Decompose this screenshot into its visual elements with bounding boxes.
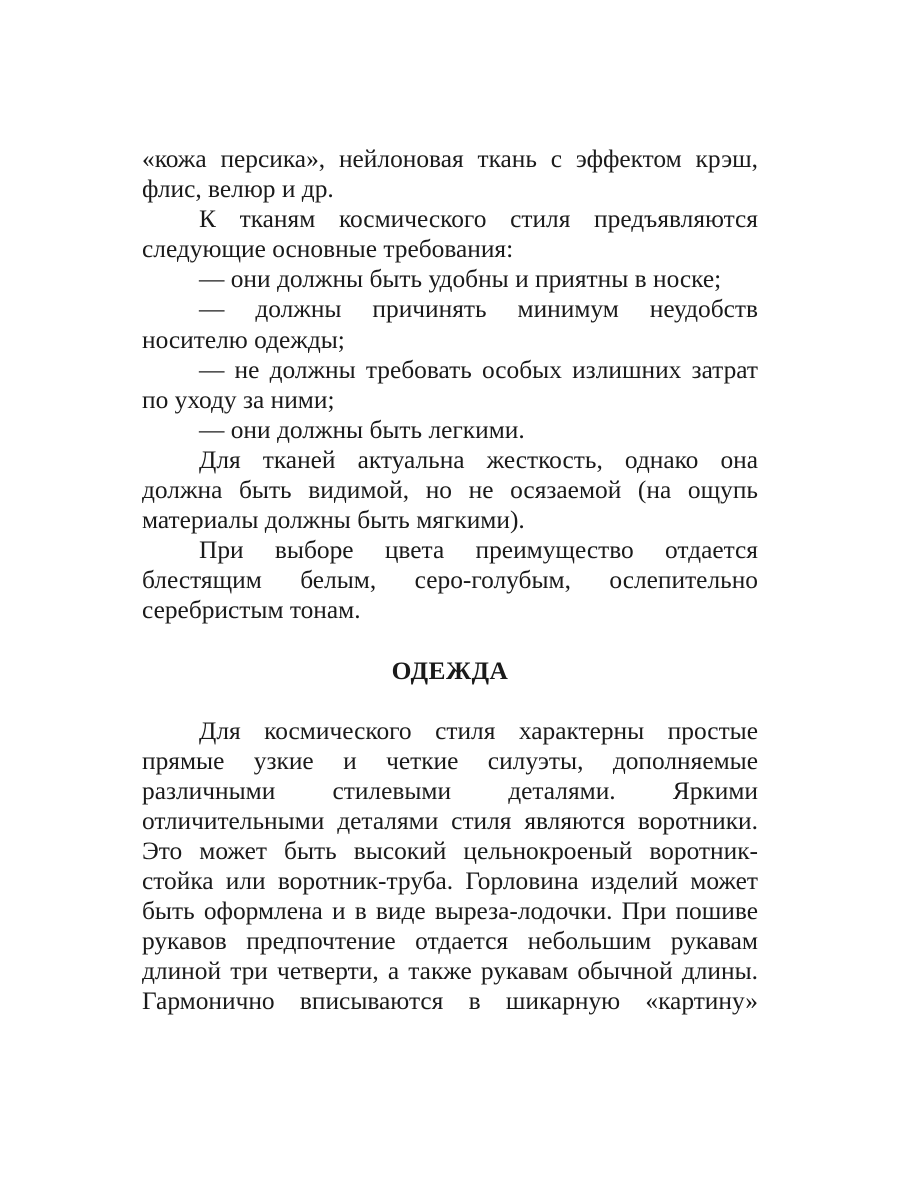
paragraph-clothing: Для космического стиля характерны простые прямые узкие и четкие силуэты, дополняемые различными стилевыми деталями. Яркими отличительными деталями стиля являются воротники. Это может быть высокий цельнокроеный воротник-стойка или воротник-труба. Горловина изделий может быть оформлена и в виде выреза-лодочки. При пошиве рукавов предпочтение отдается небольшим рукавам длиной три четверти, а также рукавам обычной длины. Гармонично вписываются в шикарную «картину» xyxy=(142,716,758,1016)
spacer xyxy=(142,626,758,656)
list-item-lightness: — они должны быть легкими. xyxy=(199,415,525,444)
list-item-comfort: — они должны быть удобны и приятны в носке; xyxy=(199,265,722,294)
list-item-care: — не должны требовать особых излишних затрат по уходу за ними; xyxy=(142,355,758,414)
paragraph-stiffness: Для тканей актуальна жесткость, однако она должна быть видимой, но не осязаемой (на ощупь материалы должны быть мягкими). xyxy=(142,445,758,535)
paragraph-requirements-intro: К тканям космического стиля предъявляются следующие основные требования: xyxy=(142,205,758,264)
paragraph-fabrics-list: «кожа персика», нейлоновая ткань с эффектом крэш, флис, велюр и др. xyxy=(142,145,758,204)
spacer xyxy=(142,686,758,716)
paragraph-color: При выборе цвета преимущество отдается блестящим белым, серо-голубым, ослепительно серебристым тонам. xyxy=(142,536,758,625)
list-item-inconvenience: — должны причинять минимум неудобств носителю одежды; xyxy=(142,295,758,354)
section-heading: ОДЕЖДА xyxy=(391,656,509,685)
document-page xyxy=(142,144,758,1016)
